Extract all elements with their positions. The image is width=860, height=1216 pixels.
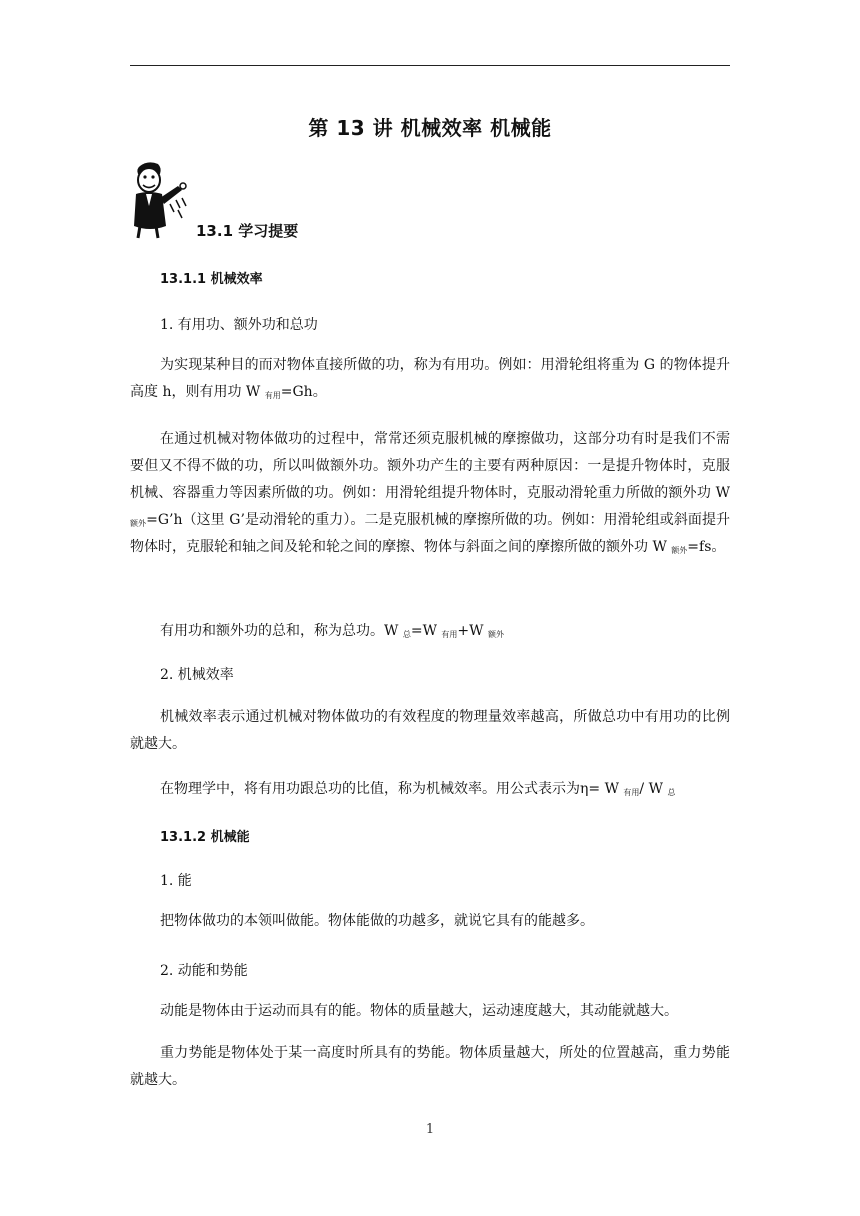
paragraph-useful-work: 为实现某种目的而对物体直接所做的功，称为有用功。例如：用滑轮组将重为 G 的物体提升高度 h，则有用功 W $_{有用}$=Gh。 [130,357,730,400]
paragraph-extra-work: 在通过机械对物体做功的过程中，常常还须克服机械的摩擦做功，这部分功有时是我们不需要但又不得不做的功，所以叫做额外功。额外功产生的主要有两种原因：一是提升物体时，克服机械、容器重力等因素所做的功。例如：用滑轮组提升物体时，克服动滑轮重力所做的额外功 W $_{额外}$=G’h（这里 G’是动滑轮的重力）。二是克服机械的摩擦所做的功。例如：用滑轮组或斜面提升物体时，克服轮和轴之间及轮和轮之间的摩擦、物体与斜面之间的摩擦所做的额外功 W $_{额外}$=fs。 [130,431,730,555]
section-heading: 13.1 学习提要 [196,222,299,240]
paragraph-kinetic-energy: 动能是物体由于运动而具有的能。物体的质量越大，运动速度越大，其动能就越大。 [160,1003,678,1019]
subsection-heading-efficiency: 13.1.1 机械效率 [160,272,263,287]
paragraph-energy-definition: 把物体做功的本领叫做能。物体能做的功越多，就说它具有的能越多。 [160,913,594,929]
list-item-work-types: 1. 有用功、额外功和总功 [160,317,318,333]
page-number: 1 [425,1122,435,1137]
list-item-mechanical-efficiency: 2. 机械效率 [160,667,234,683]
paragraph-efficiency-definition: 机械效率表示通过机械对物体做功的有效程度的物理量效率越高，所做总功中有用功的比例就越大。 [130,709,730,752]
page-title: 第 13 讲 机械效率 机械能 [308,116,552,140]
header-rule [130,65,730,66]
paragraph-efficiency-formula: 在物理学中，将有用功跟总功的比值，称为机械效率。用公式表示为η= W $_{有用}$/ W $_总$ [160,781,676,797]
paragraph-potential-energy: 重力势能是物体处于某一高度时所具有的势能。物体质量越大，所处的位置越高，重力势能就越大。 [130,1045,730,1088]
paragraph-total-work: 有用功和额外功的总和，称为总功。W $_总$=W $_{有用}$+W $_{额外}$ [160,623,504,639]
pointing-teacher-icon [126,160,194,240]
list-item-energy: 1. 能 [160,873,192,889]
list-item-kinetic-potential: 2. 动能和势能 [160,963,248,979]
subsection-heading-mechanical-energy: 13.1.2 机械能 [160,830,250,845]
